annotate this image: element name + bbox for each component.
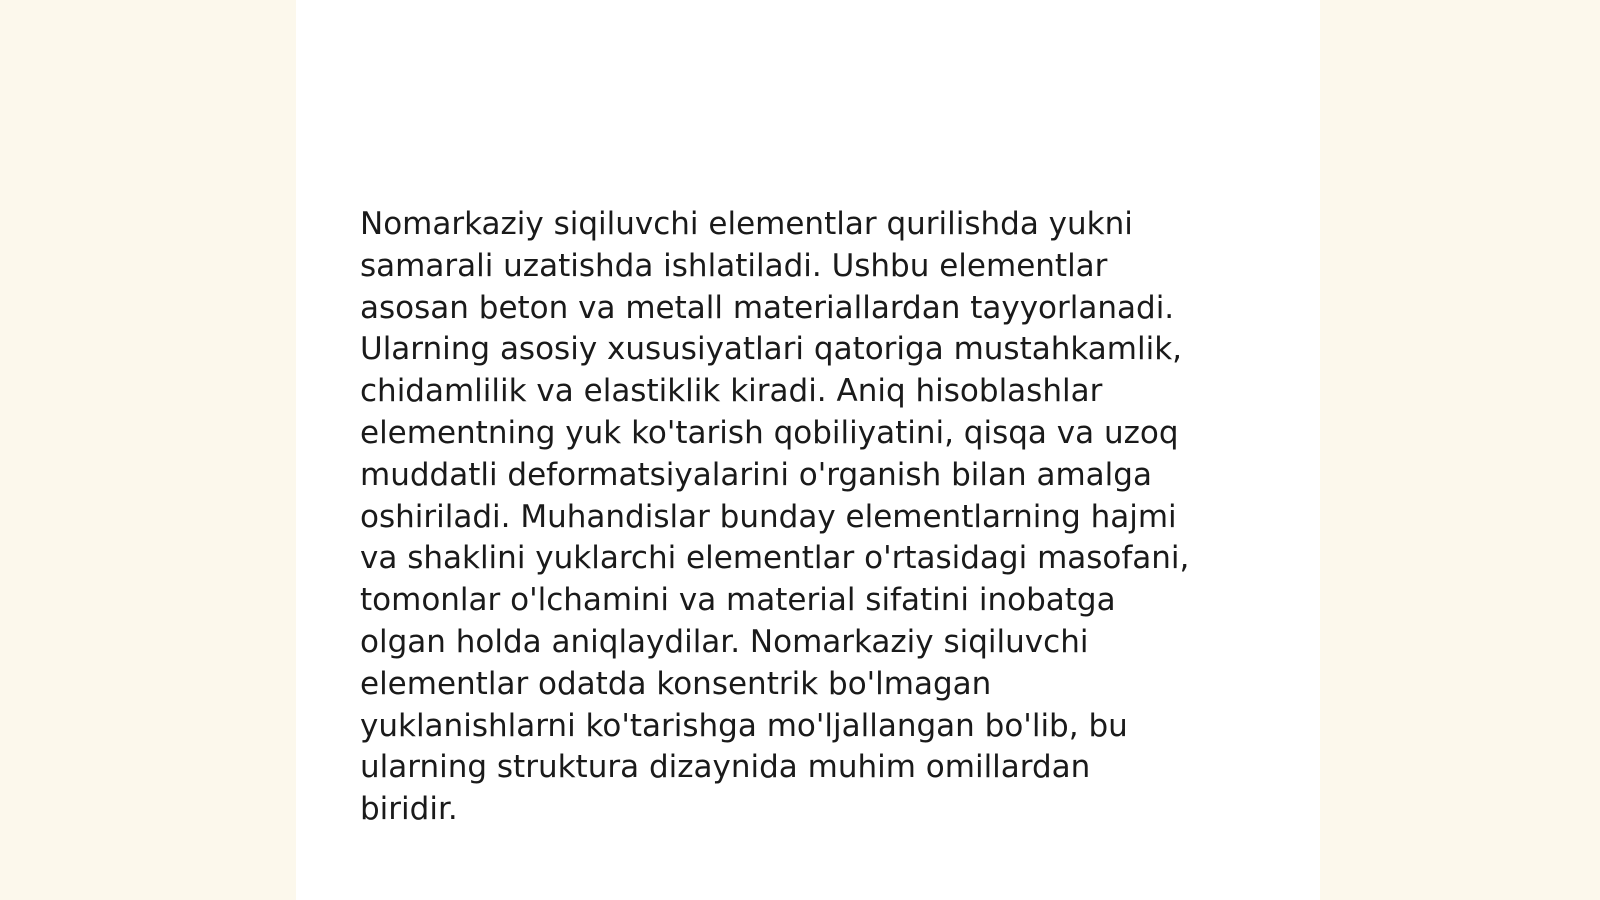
document-page xyxy=(296,0,1320,900)
body-paragraph: Nomarkaziy siqiluvchi elementlar qurilishda yukni samarali uzatishda ishlatiladi. Ushbu elementlar asosan beton va metall materiallardan tayyorlanadi. Ularning asosiy xususiyatlari qatoriga mustahkamlik, chidamlilik va elastiklik kiradi. Aniq hisoblashlar elementning yuk ko'tarish qobiliyatini, qisqa va uzoq muddatli deformatsiyalarini o'rganish bilan amalga oshiriladi. Muhandislar bunday elementlarning hajmi va shaklini yuklarchi elementlar o'rtasidagi masofani, tomonlar o'lchamini va material sifatini inobatga olgan holda aniqlaydilar. Nomarkaziy siqiluvchi elementlar odatda konsentrik bo'lmagan yuklanishlarni ko'tarishga mo'ljallangan bo'lib, bu ularning struktura dizaynida muhim omillardan biridir. xyxy=(360,206,1190,828)
